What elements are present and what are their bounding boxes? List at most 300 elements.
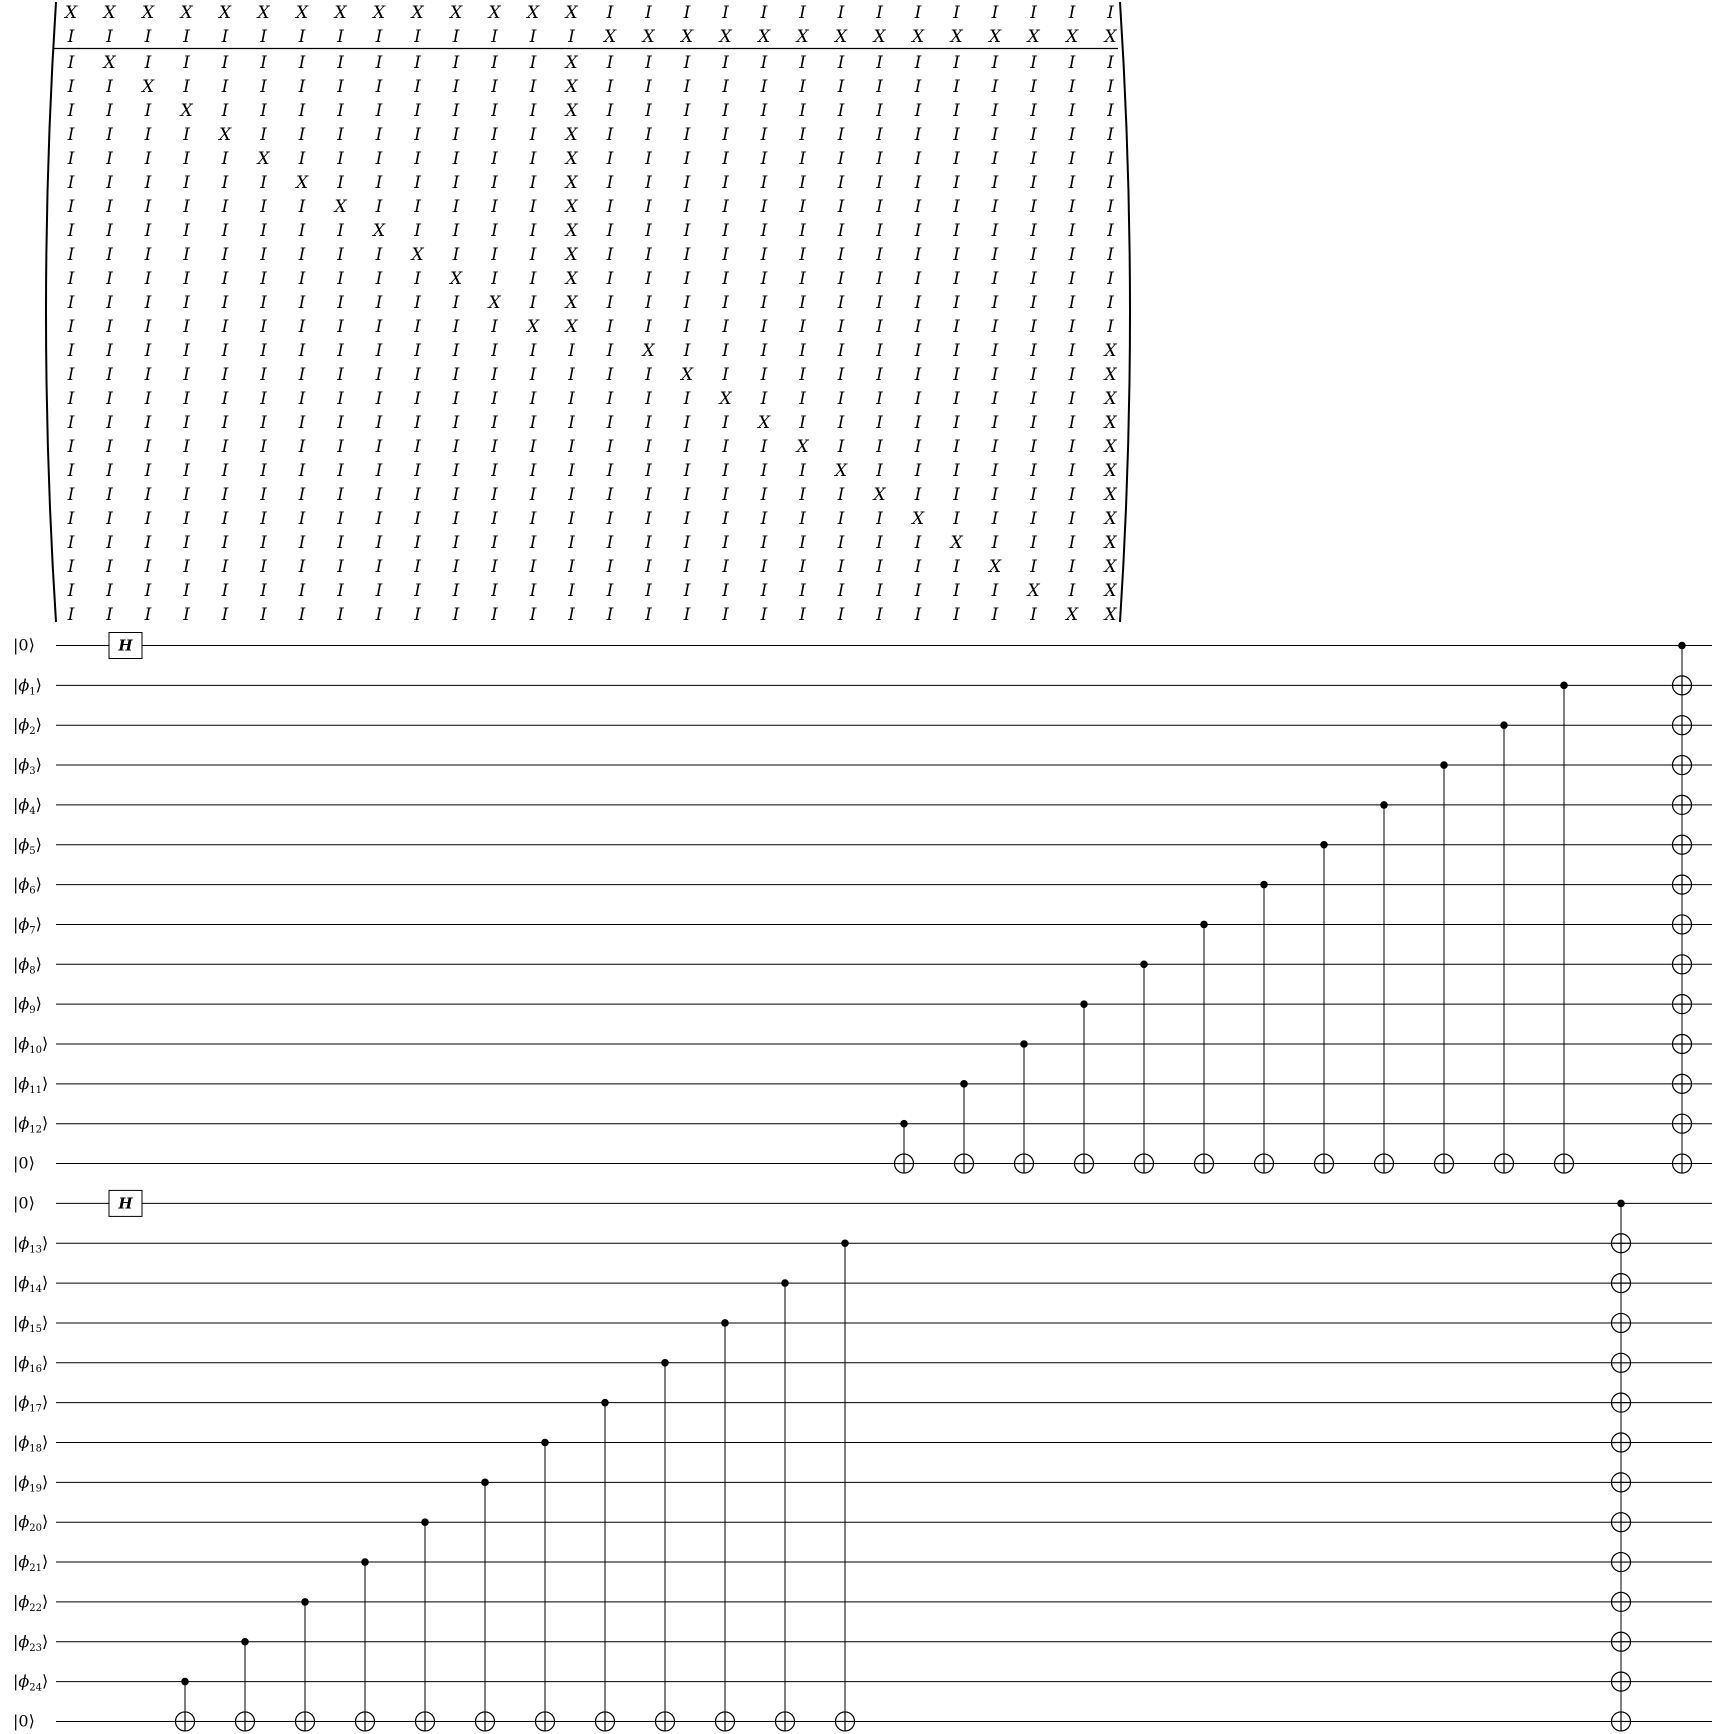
matrix-entry: I [529,485,537,505]
matrix-entry: I [799,605,806,625]
matrix-entry: I [183,389,190,409]
matrix-entry: X [1104,533,1117,553]
matrix-entry: I [953,557,960,577]
matrix-entry: I [722,557,729,577]
matrix-entry: I [1030,149,1037,169]
matrix-entry: X [911,27,925,47]
matrix-entry: I [414,27,421,47]
matrix-entry: I [260,197,267,217]
matrix-entry: I [1030,605,1037,625]
wire-label [13,675,42,697]
matrix-entry: I [1068,269,1076,289]
matrix-entry: I [298,221,306,241]
matrix-entry: I [760,77,768,97]
matrix-entry: X [911,509,925,529]
matrix-entry: I [837,605,845,625]
matrix-entry: I [1068,461,1076,481]
ket-phi: ϕ [18,1512,30,1532]
ket-close: ⟩ [35,874,42,894]
matrix-entry: I [837,53,845,73]
matrix-entry: I [67,197,75,217]
right-paren [1120,2,1130,622]
matrix-entry: I [953,53,960,73]
matrix-entry: I [1068,317,1076,337]
matrix-entry: I [914,605,922,625]
matrix-entry: I [953,317,960,337]
matrix-entry: I [914,389,922,409]
wire-label [13,994,42,1016]
matrix-entry: I [144,293,152,313]
matrix-entry: X [565,173,578,193]
matrix-entry: I [375,149,383,169]
matrix-entry: I [876,581,883,601]
ket-open: | [13,1392,19,1412]
matrix-entry: I [760,365,768,385]
matrix-entry: I [491,245,498,265]
ket-open: | [13,1233,19,1253]
matrix-entry: X [950,27,963,47]
matrix-entry: I [452,221,460,241]
matrix-entry: I [183,581,190,601]
matrix-entry: I [645,245,652,265]
matrix-entry: I [991,3,999,23]
matrix-entry: X [988,27,1002,47]
ket-close: ⟩ [42,1432,49,1452]
ket-open: | [13,1512,19,1532]
matrix-entry: X [141,3,155,23]
matrix-entry: I [144,341,152,361]
matrix-entry: I [1068,149,1076,169]
matrix-entry: X [1104,27,1117,47]
ket-open: | [13,874,19,894]
matrix-entry: I [144,605,152,625]
matrix-entry: I [1068,221,1076,241]
matrix-entry: I [298,317,306,337]
matrix-entry: X [642,341,655,361]
matrix-entry: I [260,53,267,73]
ket-close: ⟩ [42,1512,49,1532]
matrix-entry: I [837,149,845,169]
matrix-entry: I [722,293,729,313]
ket-open: | [13,1312,19,1332]
matrix-entry: X [372,3,386,23]
ket-phi: ϕ [18,1273,30,1293]
matrix-entry: I [414,437,421,457]
ket-subscript: 22 [29,1602,43,1614]
matrix-entry: I [722,125,729,145]
wire-label [13,875,42,897]
matrix-entry: I [953,149,960,169]
matrix-entry: I [452,197,460,217]
matrix-entry: I [260,557,267,577]
matrix-entry: I [375,605,383,625]
matrix-entry: I [375,557,383,577]
matrix-entry: I [683,245,691,265]
matrix-entry: I [414,101,421,121]
matrix-entry: I [760,533,768,553]
matrix-entry: I [106,149,113,169]
matrix-entry: X [950,533,963,553]
matrix-entry: I [529,173,537,193]
matrix-entry: I [298,149,306,169]
matrix-entry: I [183,197,190,217]
matrix-entry: I [991,221,999,241]
matrix-entry: I [67,413,75,433]
wire-label [13,1114,48,1136]
matrix-entry: I [221,437,229,457]
matrix-entry: I [722,173,729,193]
matrix-entry: I [1068,53,1076,73]
matrix-entry: I [1107,101,1114,121]
matrix-entry: I [298,509,306,529]
matrix-entry: I [337,365,344,385]
matrix-entry: I [1068,557,1076,577]
matrix-entry: I [221,341,229,361]
matrix-entry: I [606,557,614,577]
matrix-entry: I [568,413,575,433]
matrix-entry: I [298,341,306,361]
matrix-entry: I [298,245,306,265]
ket-open: | [13,914,19,934]
matrix-entry: I [799,173,806,193]
matrix-entry: I [799,485,806,505]
matrix-entry: X [757,413,771,433]
wire-label [13,1034,48,1056]
matrix-entry: I [183,605,190,625]
wire-label [13,1273,48,1295]
matrix-entry: I [914,245,922,265]
matrix-entry: I [1068,485,1076,505]
ket-phi: ϕ [18,1552,30,1572]
matrix-entry: I [953,389,960,409]
matrix-entry: X [257,149,270,169]
matrix-entry: I [183,461,190,481]
matrix-entry: I [1030,413,1037,433]
matrix-entry: I [298,557,306,577]
matrix-entry: I [221,581,229,601]
matrix-entry: I [491,149,498,169]
wire-label: |0⟩ [13,635,35,655]
matrix-entry: X [526,3,540,23]
matrix-entry: I [221,245,229,265]
control-dot [1200,921,1208,929]
matrix-entry: I [645,461,652,481]
matrix-entry: I [144,317,152,337]
matrix-entry: I [914,77,922,97]
wire-label [13,1074,48,1096]
matrix-entry: I [1030,557,1037,577]
matrix-entry: I [837,125,845,145]
matrix-entry: X [988,557,1002,577]
matrix-entry: I [837,341,845,361]
wire-label [13,1472,48,1494]
matrix-entry: I [67,27,75,47]
matrix-entry: I [991,125,999,145]
matrix-entry: I [1030,437,1037,457]
matrix-entry: I [221,149,229,169]
matrix-entry: I [529,101,537,121]
matrix-entry: I [183,269,190,289]
matrix-entry: X [449,269,463,289]
matrix-entry: X [834,461,848,481]
matrix-entry: I [67,605,75,625]
matrix-entry: I [645,197,652,217]
matrix-entry: I [876,437,883,457]
matrix-entry: I [452,533,460,553]
ket-phi: ϕ [18,1034,30,1053]
ket-subscript: 19 [29,1483,43,1495]
matrix-entry: I [337,293,344,313]
matrix-entry: I [760,605,768,625]
matrix-entry: X [796,437,809,457]
ket-phi: ϕ [18,1392,30,1412]
matrix-entry: I [953,197,960,217]
matrix-entry: I [144,461,152,481]
matrix-entry: I [375,125,383,145]
ket-open: | [13,1073,19,1093]
matrix-entry: I [67,293,75,313]
matrix-entry: I [799,269,806,289]
matrix-entry: I [914,293,922,313]
matrix-entry: I [722,101,729,121]
matrix-entry: I [914,557,922,577]
matrix-entry: X [103,53,116,73]
matrix-entry: I [106,605,113,625]
matrix-entry: I [683,413,691,433]
matrix-entry: I [529,461,537,481]
wire-label [13,755,42,777]
matrix-entry: I [106,413,113,433]
matrix-entry: X [757,27,771,47]
ket-close: ⟩ [42,1113,49,1133]
matrix-entry: I [991,509,999,529]
wire-label: |0⟩ [13,1153,35,1173]
matrix-entry: X [565,125,578,145]
matrix-entry: I [606,461,614,481]
matrix-entry: I [414,461,421,481]
matrix-entry: I [876,77,883,97]
matrix-entry: I [799,245,806,265]
matrix-entry: I [106,221,113,241]
matrix-entry: I [298,533,306,553]
matrix-entry: I [683,485,691,505]
matrix-entry: I [260,437,267,457]
matrix-entry: I [106,317,113,337]
matrix-entry: I [799,341,806,361]
matrix-entry: I [914,437,922,457]
left-paren [46,2,56,622]
matrix-entry: I [760,341,768,361]
ket-phi: ϕ [18,675,30,695]
matrix-entry: I [914,197,922,217]
control-dot [781,1279,789,1287]
matrix-entry: I [529,293,537,313]
matrix-entry: I [606,269,614,289]
matrix-entry: I [375,485,383,505]
matrix-entry: I [491,389,498,409]
matrix-entry: I [452,389,460,409]
matrix-entry: I [760,197,768,217]
matrix-entry: X [565,77,578,97]
matrix-entry: I [991,437,999,457]
control-dot [541,1439,549,1447]
matrix-entry: I [144,101,152,121]
matrix-entry: I [414,77,421,97]
matrix-entry: I [876,461,883,481]
matrix-entry: I [876,365,883,385]
matrix-entry: I [452,557,460,577]
matrix-entry: I [106,533,113,553]
matrix-entry: I [722,437,729,457]
ket-close: ⟩ [35,914,42,934]
matrix-entry: I [529,149,537,169]
matrix-entry: I [375,173,383,193]
matrix-entry: I [722,581,729,601]
matrix-entry: I [1107,293,1114,313]
matrix-entry: X [295,3,309,23]
matrix-entry: I [1030,389,1037,409]
matrix-entry: I [375,269,383,289]
matrix-entry: I [606,53,614,73]
matrix-entry: I [67,173,75,193]
matrix-entry: I [760,509,768,529]
matrix-entry: I [452,341,460,361]
matrix-entry: X [873,27,886,47]
matrix-entry: I [221,269,229,289]
matrix-entry: I [375,77,383,97]
control-dot [1380,801,1388,809]
matrix-entry: I [183,557,190,577]
matrix-entry: I [991,413,999,433]
matrix-entry: I [1030,125,1037,145]
matrix-entry: I [183,365,190,385]
matrix-entry: I [67,101,75,121]
matrix-entry: I [221,173,229,193]
matrix-entry: I [606,437,614,457]
matrix-entry: I [568,557,575,577]
matrix-entry: I [375,317,383,337]
control-dot [241,1638,249,1646]
matrix-entry: I [529,365,537,385]
matrix-entry: I [260,173,267,193]
matrix-entry: I [375,341,383,361]
matrix-entry: I [837,245,845,265]
ket-close: ⟩ [42,1552,49,1572]
matrix-entry: I [645,77,652,97]
matrix-entry: I [529,197,537,217]
matrix-entry: I [144,149,152,169]
ket-phi: ϕ [18,715,30,735]
ket-subscript: 18 [29,1443,43,1455]
matrix-entry: I [1030,365,1037,385]
wire-label [13,1552,48,1574]
ket-close: ⟩ [42,1073,49,1093]
matrix-entry: I [221,221,229,241]
matrix-entry: I [67,581,75,601]
matrix-entry: I [799,101,806,121]
matrix-entry: I [414,581,421,601]
matrix-entry: I [144,197,152,217]
ket-phi: ϕ [18,794,30,814]
matrix-entry: I [491,125,498,145]
control-dot [421,1518,429,1526]
matrix-entry: I [221,365,229,385]
matrix-entry: I [414,317,421,337]
matrix-entry: I [414,125,421,145]
matrix-entry: I [837,557,845,577]
matrix-entry: I [491,605,498,625]
matrix-entry: I [1107,245,1114,265]
matrix-entry: I [414,197,421,217]
matrix-entry: I [991,317,999,337]
matrix-entry: X [64,3,78,23]
matrix-entry: I [876,53,883,73]
matrix-entry: I [645,509,652,529]
matrix-entry: I [414,509,421,529]
matrix-entry: I [837,389,845,409]
ket-close: ⟩ [42,1392,49,1412]
wire-label [13,1233,48,1255]
matrix-entry: I [183,413,190,433]
matrix-entry: I [260,317,267,337]
ket-open: | [13,1552,19,1572]
matrix-entry: I [760,485,768,505]
matrix-entry: I [1068,197,1076,217]
matrix-entry: I [337,101,344,121]
matrix-entry: I [568,533,575,553]
matrix-entry: I [606,197,614,217]
ket-open: | [13,1472,19,1492]
matrix-entry: I [953,437,960,457]
matrix-entry: X [218,3,232,23]
matrix-entry: I [337,149,344,169]
matrix-entry: I [452,605,460,625]
matrix-entry: X [565,197,578,217]
matrix-entry: I [1030,341,1037,361]
matrix-entry: I [221,557,229,577]
wire-label: |0⟩ [13,1193,35,1213]
matrix-entry: I [414,485,421,505]
matrix-entry: X [565,3,578,23]
matrix-entry: X [565,101,578,121]
matrix-entry: I [298,269,306,289]
matrix-entry: I [183,317,190,337]
ket-subscript: 11 [29,1084,43,1096]
matrix-entry: I [260,221,267,241]
matrix-entry: I [529,53,537,73]
matrix-entry: I [529,389,537,409]
matrix-entry: I [837,485,845,505]
matrix-entry: I [491,101,498,121]
matrix-entry: I [1107,3,1114,23]
matrix-entry: X [334,197,347,217]
matrix-entry: I [414,149,421,169]
matrix-entry: I [645,101,652,121]
matrix-entry: I [914,317,922,337]
matrix-entry: I [683,581,691,601]
matrix-entry: I [67,125,75,145]
matrix-entry: I [414,413,421,433]
matrix-entry: I [722,605,729,625]
matrix-entry: I [953,413,960,433]
hadamard-label: H [118,1194,133,1213]
ket-subscript: 3 [29,766,36,778]
control-dot [1560,682,1568,690]
matrix-entry: I [452,125,460,145]
matrix-entry: I [1068,509,1076,529]
matrix-entry: X [565,245,578,265]
ket-subscript: 6 [29,885,36,897]
